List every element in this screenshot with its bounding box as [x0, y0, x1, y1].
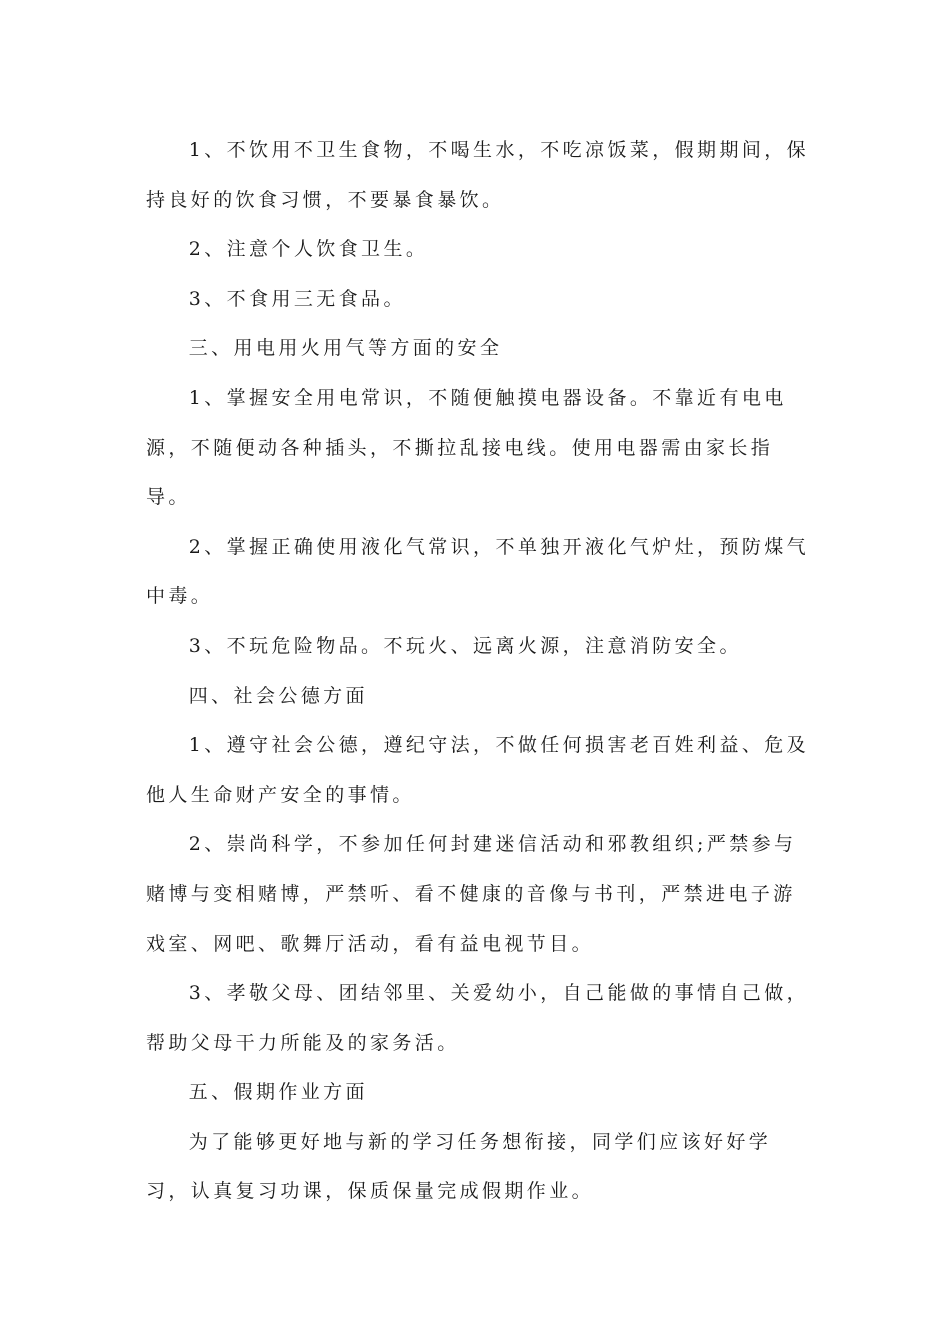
- paragraph: 3、不食用三无食品。: [188, 287, 406, 310]
- section-heading: 五、假期作业方面: [188, 1081, 368, 1104]
- paragraph: 2、注意个人饮食卫生。: [188, 238, 429, 261]
- paragraph: 3、孝敬父母、团结邻里、关爱幼小，自己能做的事情自己做，帮助父母干力所能及的家务活。: [146, 982, 810, 1054]
- paragraph: 2、崇尚科学，不参加任何封建迷信活动和邪教组织;严禁参与赌博与变相赌博，严禁听、看不健康的音像与书刊，严禁进电子游戏室、网吧、歌舞厅活动，看有益电视节目。: [146, 833, 797, 955]
- section-heading: 四、社会公德方面: [188, 684, 368, 707]
- paragraph: 为了能够更好地与新的学习任务想衔接，同学们应该好好学习，认真复习功课，保质保量完成假期作业。: [146, 1130, 772, 1203]
- paragraph: 1、不饮用不卫生食物，不喝生水，不吃凉饭菜，假期期间，保持良好的饮食习惯，不要暴食暴饮。: [146, 139, 810, 211]
- paragraph: 2、掌握正确使用液化气常识，不单独开液化气炉灶，预防煤气中毒。: [146, 535, 810, 608]
- document-body: [146, 126, 810, 1217]
- paragraph: 3、不玩危险物品。不玩火、远离火源，注意消防安全。: [188, 634, 742, 657]
- section-heading: 三、用电用火用气等方面的安全: [188, 337, 503, 360]
- paragraph: 1、遵守社会公德，遵纪守法，不做任何损害老百姓利益、危及他人生命财产安全的事情。: [146, 734, 810, 806]
- paragraph: 1、掌握安全用电常识，不随便触摸电器设备。不靠近有电电源，不随便动各种插头，不撕拉乱接电线。使用电器需由家长指导。: [146, 386, 787, 509]
